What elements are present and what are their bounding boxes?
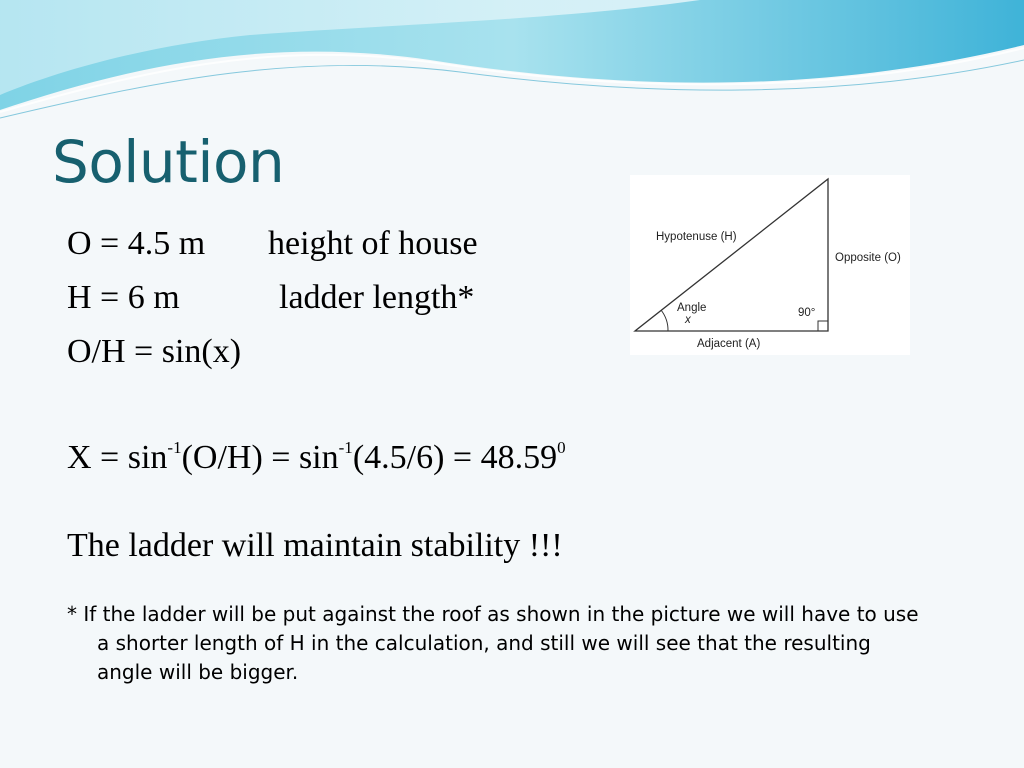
o-equation: O = 4.5 m [67, 225, 206, 262]
footnote [67, 600, 967, 687]
adjacent-label: Adjacent (A) [697, 338, 761, 350]
footnote-line-2: a shorter length of H in the calculation, and still we will see that the resulting [97, 631, 871, 655]
degree-superscript: 0 [557, 438, 566, 457]
footnote-line-3: angle will be bigger. [97, 660, 299, 684]
conclusion: The ladder will maintain stability !!! [67, 527, 563, 564]
header-wave-decoration [0, 0, 1024, 130]
right-triangle-diagram [630, 175, 910, 355]
x-calculation [67, 438, 566, 477]
angle-arc [661, 310, 668, 331]
o-description: height of house [268, 225, 478, 262]
opposite-label: Opposite (O) [835, 252, 901, 264]
x-calc-part1: X = sin [67, 439, 168, 476]
angle-variable-label: x [685, 314, 691, 326]
inverse-superscript-1: -1 [167, 438, 182, 457]
right-angle-label: 90° [798, 307, 816, 319]
x-calc-part2: (O/H) = sin [181, 439, 339, 476]
hypotenuse-label: Hypotenuse (H) [656, 231, 737, 243]
right-angle-marker [818, 321, 828, 331]
h-description: ladder length* [279, 279, 475, 316]
footnote-line-1: * If the ladder will be put against the roof as shown in the picture we will have to use [67, 602, 919, 626]
ratio-equation: O/H = sin(x) [67, 333, 242, 370]
h-equation: H = 6 m [67, 279, 180, 316]
slide-title: Solution [52, 128, 285, 196]
inverse-superscript-2: -1 [338, 438, 353, 457]
angle-label: Angle [677, 302, 707, 314]
x-calc-part3: (4.5/6) = 48.59 [352, 439, 558, 476]
